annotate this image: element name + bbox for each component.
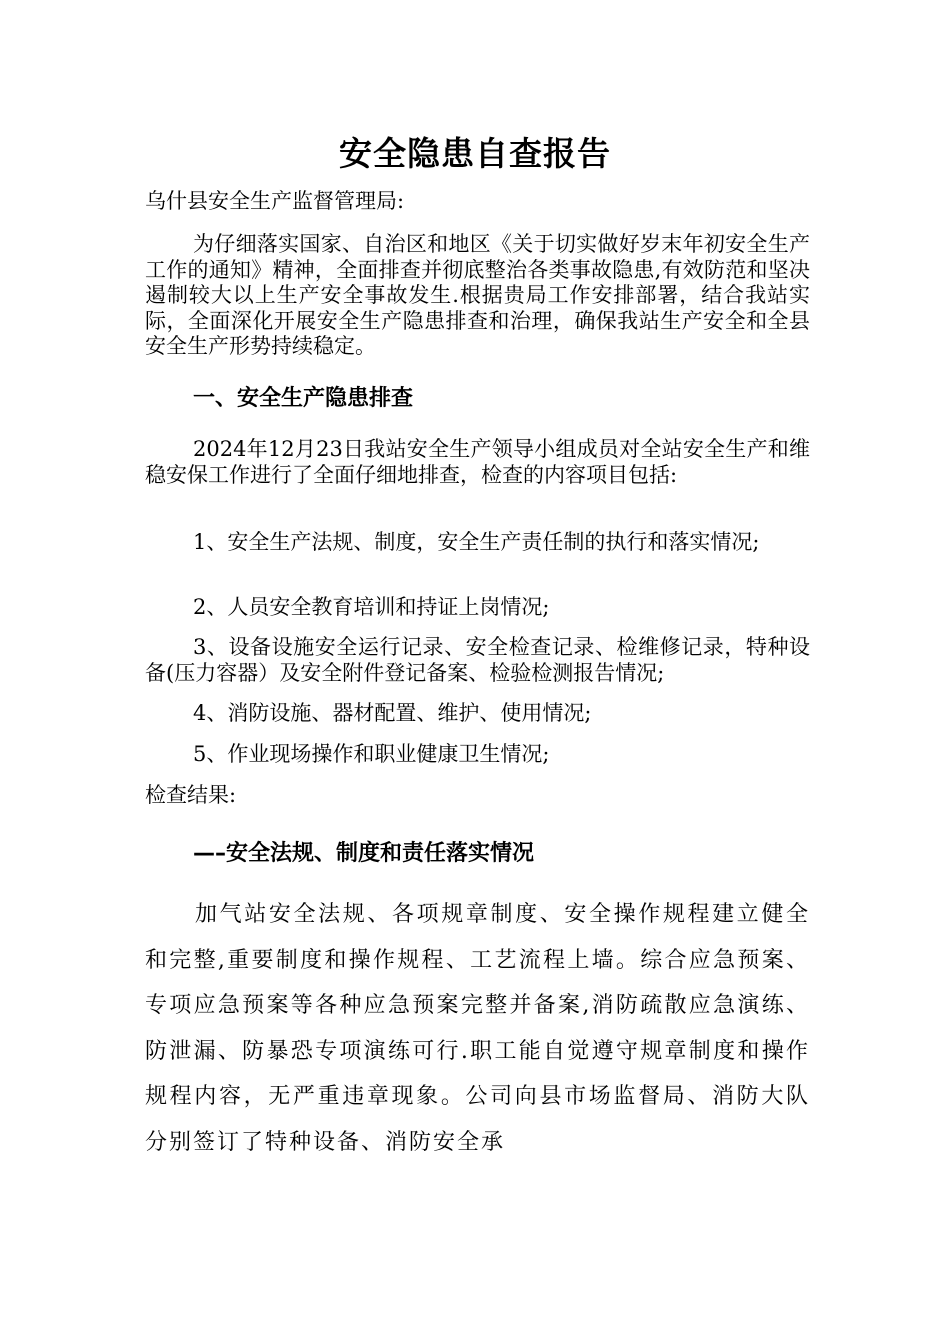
section1-heading: 一、安全生产隐患排查 bbox=[193, 386, 414, 411]
document-title: 安全隐患自查报告 bbox=[339, 134, 611, 173]
section1-paragraph: 2024年12月23日我站安全生产领导小组成员对全站安全生产和维稳安保工作进行了全面仔细地排查，检查的内容项目包括: bbox=[145, 437, 810, 487]
result-label: 检查结果: bbox=[145, 783, 237, 807]
check-item-4: 4、消防设施、器材配置、维护、使用情况; bbox=[193, 701, 592, 725]
check-item-5: 5、作业现场操作和职业健康卫生情况; bbox=[193, 742, 550, 766]
subsection-paragraph: 加气站安全法规、各项规章制度、安全操作规程建立健全和完整,重要制度和操作规程、工艺流程上墙。综合应急预案、专项应急预案等各种应急预案完整并备案,消防疏散应急演练、防泄漏、防暴恐专项演练可行.职工能自觉遵守规章制度和操作规程内容，无严重违章现象。公司向县市场监督局、消防大队分别签订了特种设备、消防安全承 bbox=[145, 902, 810, 1155]
intro-paragraph: 为仔细落实国家、自治区和地区《关于切实做好岁末年初安全生产工作的通知》精神，全面排查并彻底整治各类事故隐患,有效防范和坚决遏制较大以上生产安全事故发生.根据贵局工作安排部署，结合我站实际，全面深化开展安全生产隐患排查和治理，确保我站生产安全和全县安全生产形势持续稳定。 bbox=[145, 232, 810, 358]
check-item-3: 3、设备设施安全运行记录、安全检查记录、检维修记录，特种设备(压力容器）及安全附件登记备案、检验检测报告情况; bbox=[145, 635, 810, 685]
subsection-heading: —–安全法规、制度和责任落实情况 bbox=[193, 841, 535, 866]
check-item-2: 2、人员安全教育培训和持证上岗情况; bbox=[193, 595, 550, 619]
check-item-1: 1、安全生产法规、制度，安全生产责任制的执行和落实情况; bbox=[193, 530, 760, 554]
recipient-line: 乌什县安全生产监督管理局: bbox=[145, 189, 405, 213]
